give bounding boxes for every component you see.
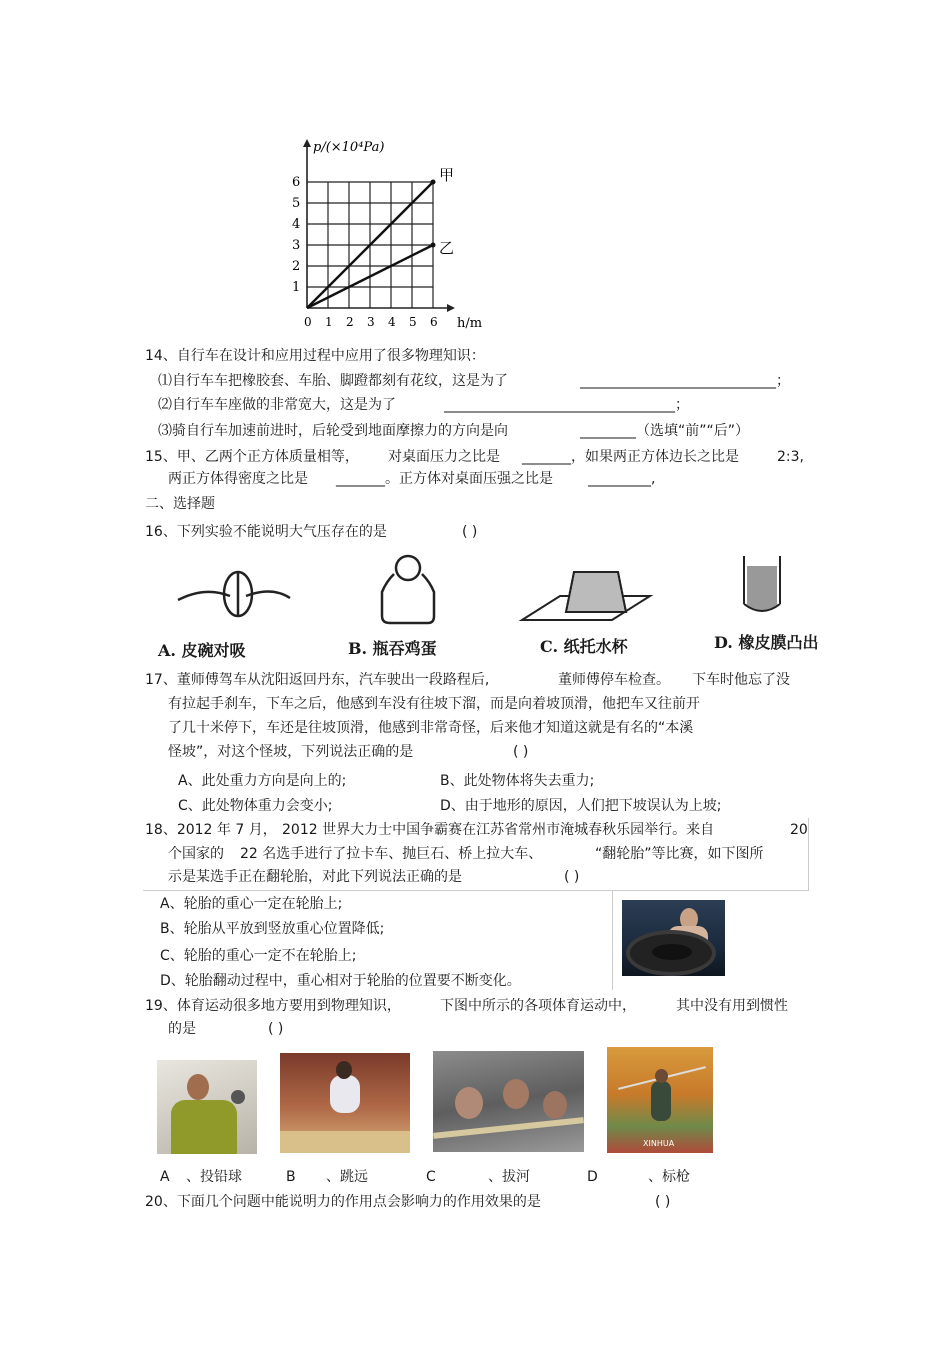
- athlete-body-shape: [651, 1081, 671, 1121]
- sand-pit-shape: [280, 1131, 410, 1153]
- q17-option-b[interactable]: B、此处物体将失去重力;: [440, 773, 595, 789]
- athlete-body-shape: [330, 1075, 360, 1113]
- q17-option-a[interactable]: A、此处重力方向是向上的;: [178, 773, 347, 789]
- athlete-shirt-shape: [171, 1100, 237, 1154]
- q14-part2: ⑵自行车车座做的非常宽大，这是为了: [158, 397, 396, 413]
- bottle-egg-figure: [382, 556, 434, 623]
- q16-caption-a: A. 皮碗对吸: [158, 641, 246, 660]
- q19-label-b-letter[interactable]: B: [286, 1169, 296, 1185]
- q17-line4: 怪坡”，对这个怪坡，下列说法正确的是: [168, 744, 414, 760]
- q15-line2-a: 两正方体得密度之比是: [168, 471, 308, 487]
- rope-shape: [433, 1117, 584, 1139]
- y-tick-label: 1: [292, 280, 301, 295]
- q17-option-d[interactable]: D、由于地形的原因，人们把下坡误认为上坡;: [440, 798, 722, 814]
- crowd-head-shape: [455, 1087, 483, 1119]
- q19-line1-b: 下图中所示的各项体育运动中，: [440, 998, 636, 1014]
- q18-line2-c: “翻轮胎”等比赛，如下图所: [595, 846, 764, 862]
- q18-line1-b: 2012 世界大力士中国争霸赛在江苏省常州市淹城春秋乐园举行。来自: [282, 822, 715, 838]
- q17-line1-b: 董师傅停车检查。: [558, 672, 670, 688]
- q15-line1-c[interactable]: _______，如果两正方体边长之比是: [522, 449, 739, 465]
- x-axis-arrow: [447, 304, 455, 312]
- q19-label-a-letter[interactable]: A: [160, 1169, 170, 1185]
- q17-option-c[interactable]: C、此处物体重力会变小;: [178, 798, 333, 814]
- q17-answer-paren[interactable]: ( ): [513, 744, 529, 760]
- suction-cups-figure: [178, 572, 290, 616]
- q19-label-a-text: 、投铅球: [186, 1169, 242, 1185]
- q19-label-d-text: 、标枪: [648, 1169, 690, 1185]
- q18-line3: 示是某选手正在翻轮胎，对此下列说法正确的是: [168, 869, 462, 885]
- q14-part2-blank[interactable]: _________________________________；: [444, 397, 689, 413]
- q19-line1-a: 19、体育运动很多地方要用到物理知识，: [145, 998, 401, 1014]
- y-tick-label: 5: [292, 196, 301, 211]
- series-label-jia: 甲: [439, 166, 455, 184]
- x-tick-label: 0: [304, 315, 312, 329]
- x-tick-label: 5: [409, 315, 417, 329]
- q14-stem: 14、自行车在设计和应用过程中应用了很多物理知识：: [145, 348, 485, 364]
- crowd-head-shape: [503, 1079, 529, 1109]
- y-axis-arrow: [303, 139, 311, 147]
- x-tick-label: 2: [346, 315, 354, 329]
- y-axis-label: p/(×10⁴Pa): [313, 140, 385, 155]
- x-tick-label: 1: [325, 315, 333, 329]
- q18-line1-c: 20: [790, 822, 808, 838]
- q14-part3-blank[interactable]: ________（选填“前”“后”）: [580, 423, 750, 439]
- section-heading: 二、选择题: [145, 496, 215, 512]
- crowd-head-shape: [543, 1091, 567, 1119]
- x-axis-label: h/m: [457, 316, 483, 331]
- q20-answer-paren[interactable]: ( ): [655, 1194, 671, 1210]
- tug-of-war-photo: [433, 1051, 584, 1152]
- shot-ball-shape: [231, 1090, 245, 1104]
- y-tick-label: 4: [292, 217, 301, 232]
- q19-line2: 的是: [168, 1021, 196, 1037]
- membrane-tube-figure: [744, 556, 780, 611]
- x-tick-label: 4: [388, 315, 396, 329]
- q17-line1-a: 17、董师傅驾车从沈阳返回丹东，汽车驶出一段路程后,: [145, 672, 490, 688]
- xinhua-watermark: XINHUA: [643, 1139, 675, 1148]
- q18-option-b[interactable]: B、轮胎从平放到竖放重心位置降低;: [160, 921, 385, 937]
- q18-line1-a: 18、2012 年 7 月，: [145, 822, 277, 838]
- q15-line1-a: 15、甲、乙两个正方体质量相等，: [145, 449, 359, 465]
- q15-line1-d: 2:3,: [777, 449, 804, 465]
- q16-answer-paren[interactable]: ( ): [462, 524, 478, 540]
- athlete-head-shape: [187, 1074, 209, 1100]
- q15-line1-b: 对桌面压力之比是: [388, 449, 500, 465]
- long-jump-photo: [280, 1053, 410, 1153]
- q16-caption-c: C. 纸托水杯: [540, 637, 628, 656]
- q15-line2-b[interactable]: _______。正方体对桌面压强之比是: [336, 471, 553, 487]
- paper-cup-figure: [522, 572, 650, 620]
- q19-answer-paren[interactable]: ( ): [268, 1021, 284, 1037]
- x-tick-label: 6: [430, 315, 438, 329]
- tire-flip-photo: [622, 900, 725, 976]
- q16-caption-b: B. 瓶吞鸡蛋: [348, 639, 437, 658]
- q19-label-c-letter[interactable]: C: [426, 1169, 436, 1185]
- series-end-point-1: [431, 243, 436, 248]
- q17-line3: 了几十米停下，车还是往坡顶滑，他感到非常奇怪，后来他才知道这就是有名的“本溪: [168, 720, 694, 736]
- q19-line1-c: 其中没有用到惯性: [676, 998, 788, 1014]
- q18-line2-b: 22 名选手进行了拉卡车、抛巨石、桥上拉大车、: [240, 846, 543, 862]
- x-tick-label: 3: [367, 315, 375, 329]
- q14-part1-blank[interactable]: ____________________________；: [580, 373, 790, 389]
- q18-option-d[interactable]: D、轮胎翻动过程中，重心相对于轮胎的位置要不断变化。: [160, 973, 521, 989]
- q18-line2-a: 个国家的: [168, 846, 224, 862]
- q14-part3: ⑶骑自行车加速前进时，后轮受到地面摩擦力的方向是向: [158, 423, 508, 439]
- q17-line2: 有拉起手刹车，下车之后，他感到车没有往坡下溜，而是向着坡顶滑，他把车又往前开: [168, 696, 700, 712]
- athlete-head-shape: [655, 1069, 668, 1083]
- y-tick-label: 3: [292, 238, 301, 253]
- q19-label-c-text: 、拔河: [488, 1169, 530, 1185]
- y-tick-label: 2: [292, 259, 301, 274]
- series-end-point-0: [431, 180, 436, 185]
- series-label-yi: 乙: [439, 239, 455, 257]
- athlete-head-shape: [336, 1061, 352, 1079]
- javelin-photo: [607, 1047, 713, 1153]
- tire-inner-shape: [652, 944, 692, 960]
- pressure-depth-chart: [285, 135, 495, 335]
- shot-put-photo: [157, 1060, 257, 1154]
- q14-part1: ⑴自行车车把橡胶套、车胎、脚蹬都刻有花纹，这是为了: [158, 373, 508, 389]
- q17-line1-c: 下车时他忘了没: [692, 672, 790, 688]
- q18-photo-frame-line: [612, 890, 613, 990]
- q18-option-a[interactable]: A、轮胎的重心一定在轮胎上;: [160, 896, 343, 912]
- q18-option-c[interactable]: C、轮胎的重心一定不在轮胎上;: [160, 948, 357, 964]
- q15-line2-c[interactable]: _________,: [588, 471, 656, 487]
- q19-label-d-letter[interactable]: D: [587, 1169, 598, 1185]
- q16-stem: 16、下列实验不能说明大气压存在的是: [145, 524, 387, 540]
- q16-caption-d: D. 橡皮膜凸出: [714, 633, 819, 652]
- q20-stem: 20、下面几个问题中能说明力的作用点会影响力的作用效果的是: [145, 1194, 541, 1210]
- y-tick-label: 6: [292, 175, 301, 190]
- q19-label-b-text: 、跳远: [326, 1169, 368, 1185]
- q18-answer-paren[interactable]: ( ): [564, 869, 580, 885]
